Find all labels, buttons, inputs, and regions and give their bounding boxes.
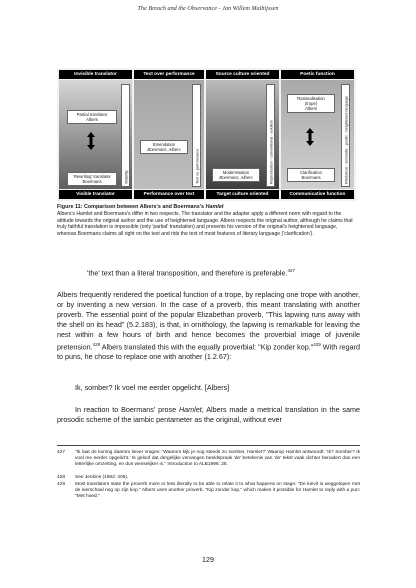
comparison-figure: [57, 68, 356, 201]
column-gradient: [281, 80, 354, 189]
figure-column-visibility: [59, 70, 132, 199]
double-arrow-icon: [87, 132, 95, 150]
figure-box-partial-translator: Partial translator Albers: [67, 110, 117, 124]
column-footer: Communicative function: [281, 190, 354, 199]
column-header: Source culture oriented: [206, 70, 279, 79]
column-header: Text over performance: [134, 70, 204, 79]
footnote-ref[interactable]: 429: [313, 341, 321, 347]
page-number: 129: [202, 555, 214, 564]
quote-continuation: 'the' text than a literal transposition, and therefore is preferable.$^{427}$: [87, 268, 296, 278]
column-gradient: [134, 80, 204, 189]
body-paragraph: In reaction to Boermans' prose Hamlet, Albers made a metrical translation in the same prosodic scheme of the iambic pentameter as the original, without ever: [57, 405, 360, 424]
axis-bar: Text vs. performance: [192, 84, 201, 187]
column-footer: Target culture oriented: [206, 190, 279, 199]
figure-box-emendation: Emendation Boermans, Albers: [140, 140, 188, 154]
figure-column-culture-orientation: [206, 70, 279, 199]
figure-caption-text: Albers's Hamlet and Boermans's differ in two respects. The translator and the adapter apply a different norm with regard to the attitude towards the original author and the use of heightened language. Albers respects the original author, although he claims that truly faithful translation is impossible (only 'partial' translation) and presents his version of the original's heightened language, whereas Boermans claims all right on the text and rids the text of most features of literary language ('clarification').: [57, 211, 353, 237]
axis-bar: Visibility: [121, 84, 130, 187]
footnote: 429 Most translators state the proverb more or less literally to be able to relate it to what happens on stage: "De kievit is weggelopen met de eierschaal nog op zijn kop." Albers uses another proverb, "Kip zonder kop," which makes it possible for Hamlet to reply with a pun: "Met hoed.": [57, 482, 360, 500]
figure-box-modernisation: Modernisation Boermans, Albers: [212, 168, 260, 182]
column-gradient: [59, 80, 132, 189]
figure-column-text-performance: [134, 70, 204, 199]
figure-column-function: [281, 70, 354, 199]
double-arrow-icon: [306, 128, 314, 146]
footnote-ref[interactable]: 428: [92, 341, 101, 347]
figure-box-rationalisation: Rationalisation (trope) Albers: [287, 94, 335, 113]
column-footer: Performance over text: [134, 190, 204, 199]
axis-bar: Rhetorical - semantic - poetic - heightened language: [341, 84, 350, 187]
figure-box-clarification: Clarification Boermans: [287, 168, 335, 182]
footnote: 427 "Ik laat de koning daarom liever vragen: 'Waarom kijk je nog steeds zo somber, Hamlet?' Waarop Hamlet antwoordt: 'Ik? Somber? Ik voel me eerder opgelicht.' Ik geloof dat dergelijke vervangen beeldspraak 'de' betekenis van 'de' tekst vaak dichter benadert dan een letterlijke omzetting, en dus wenselijker is." Introduction to ALB1998: 28.: [57, 450, 360, 468]
footnote-rule: [57, 445, 360, 446]
column-footer: Visible translator: [59, 190, 132, 199]
footnote: 428 See Jenkins (1982: 405).: [57, 475, 129, 480]
figure-box-rewriting-translator: 'Rewriting' translator Boermans: [67, 172, 117, 186]
running-header: The Breach and the Observance - Jan Willem Mathijssen: [137, 5, 279, 12]
axis-bar: Reproduction - conventional - solution: [266, 84, 275, 187]
example-quote: Ik, somber? Ik voel me eerder opgelicht. [Albers]: [75, 383, 230, 392]
footnote-ref[interactable]: 427: [287, 268, 296, 273]
body-paragraph: Albers frequently rendered the poetical function of a trope, by replacing one trope with another, or by inventing a new version. In the case of a proverb, this meant translating with another proverb. The essential point of the popular Elizabethan proverb, "This lapwing runs away with the shell on its head" (5.2.183), is that, in ornithology, the lapwing is remarkable for leaving the nest within a few hours of birth and hence becomes the proverbial image of juvenile pretension.$^{428}$ Albers translated this with the equally proverbial: "Kip zonder kop."$^{429}$ With regard to puns, he chose to replace one with another (1.2.67):: [57, 290, 360, 361]
column-header: Invisible translator: [59, 70, 132, 79]
column-gradient: [206, 80, 279, 189]
column-header: Poetic function: [281, 70, 354, 79]
figure-caption-title: Figure 11: Comparison between Albers's and Boermans's Hamlet: [57, 204, 224, 210]
